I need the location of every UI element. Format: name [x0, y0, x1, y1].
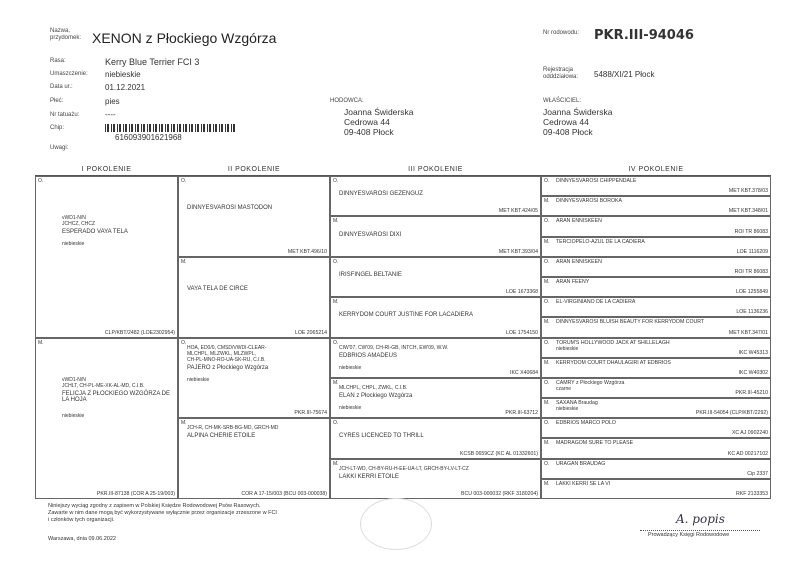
gen4-color: niebieskie: [556, 345, 579, 352]
gen4-name: MADRAGOM SURE TO PLEASE: [556, 440, 634, 447]
breed: Kerry Blue Terrier FCI 3: [105, 57, 200, 67]
gen3-sex: O.: [333, 258, 339, 265]
gen4-name: EL-VIRGINIANO DE LA CADIERA: [556, 299, 636, 306]
gen4-cell: [541, 297, 771, 317]
gen2-reg: MET KBT.496/10: [287, 248, 327, 255]
tattoo: ----: [105, 110, 116, 119]
gen2-name: ALPINA CHERIE ETOILE: [187, 433, 256, 440]
gen3-reg: BCU 003-000032 (RKF 3180204): [461, 491, 538, 497]
gen3-name: DINNYESVAROSI GEZENGUZ: [339, 191, 423, 198]
gen4-cell: [541, 216, 771, 236]
gen1-name: ESPERADO VAYA TELA: [62, 229, 128, 236]
registration-label: Rejestracja odddziałowa:: [543, 67, 579, 80]
gen4-name: ARAN ENNISKEEN: [556, 258, 602, 265]
gen4-name: TORUM'S HOLLYWOOD JACK AT SHILLELAGH: [556, 339, 670, 346]
gen3-reg: MET KBT.424/05: [498, 208, 538, 215]
gen3-sex: M.: [333, 379, 339, 386]
gen4-color: czarne: [556, 385, 572, 392]
owner-name: Joanna Świderska: [543, 107, 613, 117]
signer-title: Prowadzący Księgi Rodowodowe: [648, 532, 730, 538]
gen3-cell: [330, 418, 541, 458]
chip-label: Chip:: [50, 125, 65, 131]
gen3-sex: M.: [333, 218, 339, 225]
gen4-reg: LOE 1136236: [736, 309, 768, 316]
gen2-reg: PKR.III-75674: [294, 410, 327, 417]
dob: 01.12.2021: [105, 83, 146, 92]
footer-line-1: Niniejszy wyciąg zgodny z zapisem w Polskiej Księdze Rodowodowej Psów Rasowych.: [48, 503, 261, 509]
gen3-sex: M.: [333, 299, 339, 306]
gen4-sex: O.: [544, 420, 550, 427]
gen2-cell: [178, 176, 330, 257]
gen1-color: niebieskie: [62, 241, 85, 248]
gen2-titles: HOA, ED0/0, CMSD/VWDI-CLEAR- MLCHPL, MLZWKL, MLZWPL, CH-PL-MNO-RO-UA-SK-RU, C.I.B.: [187, 344, 267, 363]
gen4-cell: [541, 237, 771, 257]
gen3-titles: CIW'07, CW'09, CH-RI-GB, INTCH, EW'09, W.W.: [339, 344, 449, 351]
color-label: Umaszczenie:: [50, 71, 88, 77]
gen4-sex: M.: [544, 278, 550, 285]
gen3-color: niebieskie: [339, 364, 362, 371]
gen1-header: I POKOLENIE: [81, 166, 132, 173]
gen4-reg: LOE 1255849: [735, 289, 768, 296]
gen4-sex: M.: [544, 238, 550, 245]
gen3-cell: [330, 338, 541, 378]
gen4-cell: [541, 257, 771, 277]
gen2-cell: [178, 257, 330, 338]
gen4-name: DINNYESVAROSI CHIPPENDALE: [556, 178, 637, 184]
gen4-sex: M.: [544, 319, 550, 326]
registration: 5488/XI/21 Płock: [594, 70, 655, 79]
gen3-cell: [330, 297, 541, 337]
gen3-name: LAKKI KERRI ETOILE: [339, 473, 399, 480]
gen2-header: II POKOLENIE: [227, 166, 281, 173]
gen1-titles: vWD1-N/N JCHCZ, CHCZ: [62, 215, 96, 228]
gen1-cell: [35, 338, 178, 500]
gen4-cell: [541, 277, 771, 297]
gen1-sex: O.: [38, 178, 44, 184]
gen3-reg: LOE 1673368: [505, 289, 538, 296]
gen4-sex: O.: [544, 218, 550, 225]
gen4-name: LAKKI KERRI SE LA VI: [556, 480, 611, 487]
gen1-titles: vWD1-N/N JCHLT, CH-PL-ME-XK-AL-MD, C.I.B.: [62, 376, 145, 389]
breeder-street: Cedrowa 44: [344, 117, 390, 127]
footer-line-3: i członków tych organizacji.: [48, 517, 115, 523]
name-label: Nazwa, przydomek:: [50, 28, 82, 41]
gen4-reg: MET KBT.348/01: [728, 208, 768, 215]
gen1-color: niebieskie: [62, 412, 85, 419]
gen3-color: niebieskie: [339, 405, 362, 412]
gen3-sex: O.: [333, 178, 339, 184]
gen4-cell: [541, 317, 771, 337]
gen3-reg: PKR.III-63712: [505, 410, 538, 417]
gen4-sex: M.: [544, 359, 550, 366]
footer-line-2: Zawarte w nim dane mogą być wykorzystywane wyłącznie przez organizacje zrzeszone w FCI: [48, 510, 277, 516]
gen3-reg: MET KBT.393/04: [498, 248, 538, 255]
gen3-cell: [330, 257, 541, 297]
gen4-cell: [541, 398, 771, 418]
gen4-name: ARAN ENNISKEEN: [556, 218, 602, 225]
breeder-city: 09-408 Płock: [344, 127, 394, 137]
gen4-cell: [541, 358, 771, 378]
gen3-reg: LOE 1754150: [505, 329, 538, 336]
gen2-sex: O.: [181, 178, 187, 184]
gen3-cell: [330, 378, 541, 418]
gen3-cell: [330, 459, 541, 499]
gen3-name: ELAN z Płockiego Wzgórza: [339, 393, 413, 400]
gen2-titles: JCH-R, CH-MK-SRB-BG-MD, GRCH-MD: [187, 425, 279, 432]
gen4-name: TERCIOPELO-AZUL DE LA CADIERA: [556, 238, 645, 245]
gen4-sex: O.: [544, 258, 550, 265]
gen2-name: DINNYESVAROSI MASTODON: [187, 205, 273, 212]
sex-label: Płeć:: [50, 98, 64, 104]
tattoo-label: Nr tatuażu:: [50, 112, 80, 118]
gen4-reg: ROI TR 86083: [734, 268, 768, 275]
gen4-name: SAXANA Braudag: [556, 400, 598, 407]
gen2-sex: M.: [181, 420, 187, 427]
gen4-reg: LOE 1116209: [736, 248, 768, 255]
color: niebieskie: [105, 70, 141, 79]
gen3-cell: [330, 216, 541, 256]
gen4-name: KERRYDOM COURT DHAULAGIRI AT EDBRIOS: [556, 359, 671, 366]
gen1-name: FELICJA Z PŁOCKIEGO WZGÓRZA DE LA HOJA: [62, 390, 171, 403]
chip-number: 616093901621968: [115, 133, 182, 142]
gen4-reg: MET KBT.378/03: [728, 188, 768, 195]
gen4-reg: IKC W45313: [738, 349, 768, 356]
gen4-name: DINNYESVAROSI BLUISH BEAUTY FOR KERRYDOM COURT: [556, 319, 705, 326]
gen3-name: EDBRIOS AMADEUS: [339, 352, 398, 359]
gen4-reg: Cip 2337: [747, 470, 768, 477]
sex: pies: [105, 97, 120, 106]
gen4-sex: O.: [544, 178, 550, 184]
reg-number: PKR.III-94046: [594, 28, 694, 43]
footer-note: [48, 503, 277, 524]
gen3-reg: KCSB 0659CZ (KC AL 01332601): [460, 450, 538, 457]
dog-name: XENON z Płockiego Wzgórza: [92, 30, 277, 46]
signature: A. popis: [676, 512, 725, 526]
gen4-sex: M.: [544, 400, 550, 407]
gen4-reg: XC AJ 0902240: [731, 430, 768, 437]
gen3-titles: JCH-LT-WD, CH-BY-RU-H-EE-UA-LT, GRCH-BY-LV-LT-CZ: [339, 465, 469, 472]
gen3-sex: O.: [333, 420, 339, 427]
gen4-cell: [541, 378, 771, 398]
owner-street: Cedrowa 44: [543, 117, 589, 127]
gen1-cell: [35, 176, 178, 338]
signature-line: [640, 530, 760, 531]
gen2-name: PAJERO z Płockiego Wzgórza: [187, 365, 269, 372]
gen4-sex: M.: [544, 440, 550, 447]
notes-label: Uwagi:: [50, 145, 69, 151]
gen4-name: CAMRY z Płockiego Wzgórza: [556, 379, 625, 386]
gen4-reg: IKC W40302: [738, 369, 768, 376]
gen4-sex: O.: [544, 299, 550, 306]
gen2-name: VAYA TELA DE CIRCE: [187, 286, 248, 292]
owner-label: WŁAŚCICIEL:: [543, 98, 582, 104]
gen4-reg: RKF 2133353: [735, 491, 768, 497]
gen4-header: IV POKOLENIE: [628, 166, 684, 173]
gen1-reg: CLP/KBT/2482 (LOE2302954): [104, 329, 175, 336]
gen4-cell: [541, 418, 771, 438]
gen2-reg: LOE 2065214: [294, 329, 327, 336]
gen3-name: IRISFINGEL BELTANIE: [339, 271, 402, 278]
breeder-label: HODOWCA:: [330, 98, 364, 104]
gen4-reg: ROI TR 86083: [734, 228, 768, 235]
gen4-sex: O.: [544, 460, 550, 467]
gen2-cell: [178, 338, 330, 419]
gen4-reg: KC AD 00217102: [727, 450, 768, 457]
gen3-name: DINNYESVAROSI DIXI: [339, 231, 402, 238]
gen3-name: KERRYDOM COURT JUSTINE FOR LACADIERA: [339, 312, 474, 319]
reg-label: Nr rodowodu:: [543, 30, 580, 36]
gen3-header: III POKOLENIE: [408, 166, 463, 173]
gen4-name: DINNYESVAROSI BOROKA: [556, 198, 622, 205]
gen3-sex: O.: [333, 339, 339, 346]
gen2-reg: COR A 17-15/003 (BCU 003-000038): [241, 491, 327, 497]
gen4-reg: PKR.III-54054 (CLP/KBT/2292): [695, 410, 768, 417]
gen3-reg: IKC X40684: [510, 369, 538, 376]
stamp-seal: [360, 498, 432, 550]
gen2-color: niebieskie: [187, 377, 210, 384]
gen4-name: ARAN FEENY: [556, 278, 590, 285]
gen4-sex: M.: [544, 198, 550, 205]
gen4-sex: M.: [544, 480, 550, 487]
gen4-sex: O.: [544, 339, 550, 346]
gen4-cell: [541, 459, 771, 479]
gen4-color: niebieskie: [556, 406, 579, 413]
gen4-reg: MET KBT.347/01: [728, 329, 768, 336]
gen4-cell: [541, 479, 771, 499]
gen1-sex: M.: [38, 339, 44, 346]
breed-label: Rasa:: [50, 58, 66, 64]
gen4-name: URAGAN BRAUDAG: [556, 460, 606, 467]
gen3-name: CYRES LICENCED TO THRILL: [339, 433, 424, 440]
gen4-cell: [541, 438, 771, 458]
gen4-cell: [541, 176, 771, 196]
owner-address: [543, 107, 612, 137]
gen4-sex: O.: [544, 379, 550, 386]
breeder-name: Joanna Świderska: [344, 107, 414, 117]
gen4-cell: [541, 196, 771, 216]
gen3-cell: [330, 176, 541, 216]
gen4-cell: [541, 338, 771, 358]
gen4-reg: PKR.III-45210: [735, 390, 768, 397]
gen3-titles: MLCHPL, CHPL, ZWKL, C.I.B.: [339, 384, 408, 391]
gen2-cell: [178, 418, 330, 499]
gen2-sex: M.: [181, 258, 187, 265]
breeder-address: [344, 107, 413, 137]
dob-label: Data ur.:: [50, 84, 73, 90]
place-date: Warszawa, dnia 09.06.2022: [48, 536, 116, 542]
gen1-reg: PKR.III-87138 (COR A 25-19/003): [96, 491, 175, 497]
gen3-sex: M.: [333, 460, 339, 467]
chip-barcode: [105, 124, 235, 132]
gen4-name: EDBRIOS MARCO POLO: [556, 420, 616, 427]
owner-city: 09-408 Płock: [543, 127, 593, 137]
gen2-sex: O.: [181, 339, 187, 346]
